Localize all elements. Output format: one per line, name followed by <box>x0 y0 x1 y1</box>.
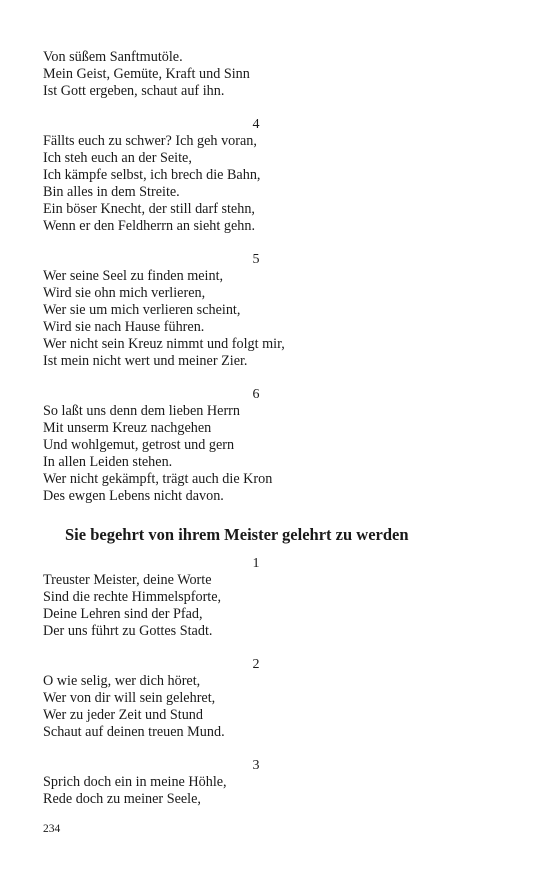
song2-stanza-1 <box>43 555 473 640</box>
verse-line: Sind die rechte Himmelspforte, <box>43 589 222 605</box>
stanza-5 <box>43 251 473 370</box>
verse-line: So laßt uns denn dem lieben Herrn <box>43 403 241 419</box>
stanza-number: 6 <box>252 387 260 402</box>
stanza-4 <box>43 116 473 235</box>
verse-line: Sprich doch ein in meine Höhle, <box>43 774 227 790</box>
verse-line: Rede doch zu meiner Seele, <box>43 791 201 807</box>
verse-line: Wer seine Seel zu finden meint, <box>43 268 224 284</box>
stanza-6 <box>43 386 473 505</box>
verse-line: In allen Leiden stehen. <box>43 454 173 470</box>
verse-line: Ist mein nicht wert und meiner Zier. <box>43 353 248 369</box>
verse-line: Ist Gott ergeben, schaut auf ihn. <box>43 83 225 99</box>
verse-line: Fällts euch zu schwer? Ich geh voran, <box>43 133 257 149</box>
verse-line: Wird sie nach Hause führen. <box>43 319 205 335</box>
song2-stanza-2 <box>43 656 473 741</box>
song-title: Sie begehrt von ihrem Meister gelehrt zu werden <box>65 525 409 544</box>
page-content <box>43 49 473 808</box>
verse-line: Wer nicht sein Kreuz nimmt und folgt mir, <box>43 336 285 352</box>
verse-line: Wer zu jeder Zeit und Stund <box>43 707 203 723</box>
verse-line: Wer von dir will sein gelehret, <box>43 690 216 706</box>
verse-line: Ich kämpfe selbst, ich brech die Bahn, <box>43 167 261 183</box>
stanza-number: 2 <box>252 657 260 672</box>
verse-line: Ich steh euch an der Seite, <box>43 150 192 166</box>
verse-line: Des ewgen Lebens nicht davon. <box>43 488 224 504</box>
verse-line: Treuster Meister, deine Worte <box>43 572 212 588</box>
verse-line: Wird sie ohn mich verlieren, <box>43 285 206 301</box>
verse-line: Und wohlgemut, getrost und gern <box>43 437 235 453</box>
song2-stanza-3 <box>43 757 473 808</box>
verse-line: Schaut auf deinen treuen Mund. <box>43 724 225 740</box>
stanza-3-continuation <box>43 49 473 100</box>
verse-line: O wie selig, wer dich höret, <box>43 673 201 689</box>
verse-line: Deine Lehren sind der Pfad, <box>43 606 203 622</box>
stanza-number: 3 <box>252 758 260 773</box>
verse-line: Wenn er den Feldherrn an sieht gehn. <box>43 218 255 234</box>
verse-line: Bin alles in dem Streite. <box>43 184 180 200</box>
verse-line: Ein böser Knecht, der still darf stehn, <box>43 201 255 217</box>
verse-line: Von süßem Sanftmutöle. <box>43 49 183 65</box>
verse-line: Der uns führt zu Gottes Stadt. <box>43 623 213 639</box>
verse-line: Mein Geist, Gemüte, Kraft und Sinn <box>43 66 250 82</box>
stanza-number: 1 <box>252 556 260 571</box>
page-number: 234 <box>43 823 61 835</box>
verse-line: Mit unserm Kreuz nachgehen <box>43 420 212 436</box>
stanza-number: 5 <box>252 252 260 267</box>
verse-line: Wer nicht gekämpft, trägt auch die Kron <box>43 471 273 487</box>
verse-line: Wer sie um mich verlieren scheint, <box>43 302 241 318</box>
stanza-number: 4 <box>252 117 260 132</box>
